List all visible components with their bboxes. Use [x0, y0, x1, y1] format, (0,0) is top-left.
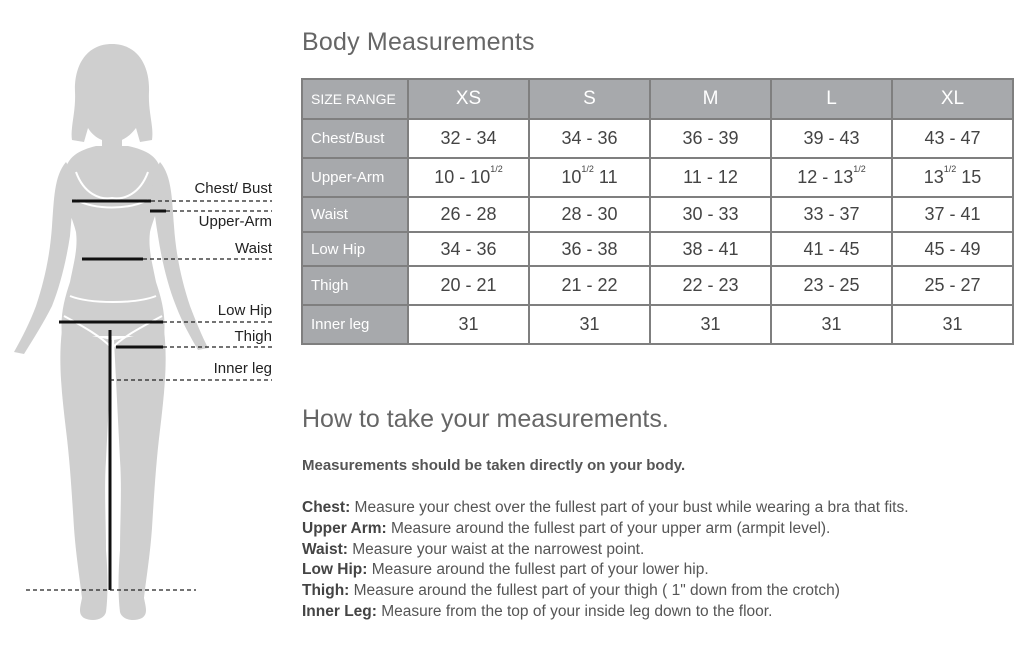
- table-header-row: [302, 79, 1013, 119]
- row-header-thigh: Thigh: [302, 266, 408, 305]
- row-header-inner-leg: Inner leg: [302, 305, 408, 344]
- table-cell: $12 - 13^{1/2}$: [771, 158, 892, 197]
- label-upper-arm: Upper-Arm: [198, 213, 272, 230]
- table-row: [302, 305, 1013, 344]
- size-header-s: S: [529, 79, 650, 119]
- table-cell: 45 - 49: [892, 232, 1013, 266]
- table-cell: 37 - 41: [892, 197, 1013, 232]
- table-cell: 28 - 30: [529, 197, 650, 232]
- table-row: [302, 232, 1013, 266]
- table-cell: 38 - 41: [650, 232, 771, 266]
- table-cell: 31: [529, 305, 650, 344]
- definition-low-hip: Low Hip: Measure around the fullest part of your lower hip.: [302, 561, 709, 579]
- table-cell: 39 - 43: [771, 119, 892, 158]
- definition-waist: Waist: Measure your waist at the narrowest point.: [302, 540, 645, 558]
- table-row: [302, 119, 1013, 158]
- table-cell: 32 - 34: [408, 119, 529, 158]
- body-figure: [0, 0, 290, 661]
- table-row: [302, 197, 1013, 232]
- page-title: Body Measurements: [302, 28, 535, 56]
- table-cell: 21 - 22: [529, 266, 650, 305]
- howto-intro: Measurements should be taken directly on your body.: [302, 457, 686, 474]
- table-cell: 22 - 23: [650, 266, 771, 305]
- table-cell: $13^{1/2}$ 15: [892, 158, 1013, 197]
- table-cell: 31: [892, 305, 1013, 344]
- table-cell: 30 - 33: [650, 197, 771, 232]
- table-cell: 11 - 12: [650, 158, 771, 197]
- row-header-waist: Waist: [302, 197, 408, 232]
- size-header-l: L: [771, 79, 892, 119]
- howto-title: How to take your measurements.: [302, 405, 669, 433]
- table-cell: 26 - 28: [408, 197, 529, 232]
- row-header-upper-arm: Upper-Arm: [302, 158, 408, 197]
- size-header-m: M: [650, 79, 771, 119]
- table-row: [302, 266, 1013, 305]
- label-chest: Chest/ Bust: [194, 180, 272, 197]
- definition-chest: Chest: Measure your chest over the fullest part of your bust while wearing a bra that fits.: [302, 499, 909, 516]
- table-cell: $10^{1/2}$ 11: [529, 158, 650, 197]
- label-waist: Waist: [235, 240, 272, 257]
- definition-thigh: Thigh: Measure around the fullest part of your thigh ( 1" down from the crotch): [302, 582, 840, 600]
- definition-upper-arm: Upper Arm: Measure around the fullest part of your upper arm (armpit level).: [302, 519, 831, 537]
- label-inner-leg: Inner leg: [213, 360, 272, 377]
- table-cell: 43 - 47: [892, 119, 1013, 158]
- table-cell: 34 - 36: [529, 119, 650, 158]
- label-thigh: Thigh: [234, 328, 272, 345]
- definition-inner-leg: Inner Leg: Measure from the top of your inside leg down to the floor.: [302, 602, 773, 620]
- measurement-definitions: [302, 498, 909, 623]
- size-header-xl: XL: [892, 79, 1013, 119]
- row-header-low-hip: Low Hip: [302, 232, 408, 266]
- table-cell: 36 - 38: [529, 232, 650, 266]
- row-header-chest: Chest/Bust: [302, 119, 408, 158]
- table-cell: $10 - 10^{1/2}$: [408, 158, 529, 197]
- table-cell: 36 - 39: [650, 119, 771, 158]
- table-row: [302, 158, 1013, 197]
- size-chart-table: [301, 78, 1014, 345]
- table-cell: 31: [408, 305, 529, 344]
- table-cell: 41 - 45: [771, 232, 892, 266]
- table-cell: 33 - 37: [771, 197, 892, 232]
- table-cell: 23 - 25: [771, 266, 892, 305]
- size-range-header: SIZE RANGE: [302, 79, 408, 119]
- size-header-xs: XS: [408, 79, 529, 119]
- table-cell: 34 - 36: [408, 232, 529, 266]
- table-cell: 25 - 27: [892, 266, 1013, 305]
- table-cell: 31: [771, 305, 892, 344]
- table-cell: 31: [650, 305, 771, 344]
- label-low-hip: Low Hip: [217, 302, 272, 319]
- table-cell: 20 - 21: [408, 266, 529, 305]
